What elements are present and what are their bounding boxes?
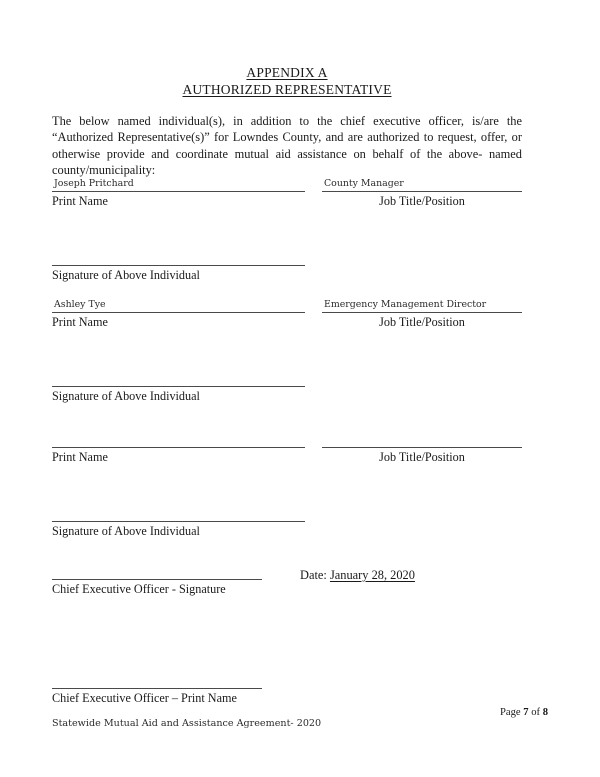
document-title	[52, 64, 522, 98]
representative-2-job-title-label: Job Title/Position	[379, 315, 465, 329]
document-content	[52, 0, 522, 191]
representative-2-job-title-value: Emergency Management Director	[324, 299, 487, 310]
representative-1-signature-field[interactable]	[52, 252, 305, 283]
representative-2-print-name-value: Ashley Tye	[54, 299, 106, 310]
ceo-print-name-label: Chief Executive Officer – Print Name	[52, 691, 237, 705]
page-total: 8	[542, 707, 548, 718]
representative-1-job-title-value: County Manager	[324, 178, 404, 189]
representative-3-signature-value	[52, 508, 305, 521]
representative-1-print-name-value: Joseph Pritchard	[54, 178, 134, 189]
title-appendix-text: APPENDIX A	[246, 65, 328, 80]
representative-1-job-title-label: Job Title/Position	[379, 194, 465, 208]
representative-1-print-name-field[interactable]	[52, 178, 305, 209]
representative-2-print-name-field[interactable]	[52, 299, 305, 330]
representative-1-signature-value	[52, 252, 305, 265]
footer-agreement-note: Statewide Mutual Aid and Assistance Agreement- 2020	[52, 718, 322, 729]
representative-block-2	[52, 299, 522, 403]
footer-page-number	[500, 706, 548, 719]
representative-3-job-title-label: Job Title/Position	[379, 450, 465, 464]
representative-3-print-name-label: Print Name	[52, 450, 108, 464]
representative-3-job-title-field[interactable]	[322, 434, 522, 465]
date-field[interactable]	[300, 567, 415, 583]
title-line-authorized-representative	[52, 81, 522, 98]
representative-block-3	[52, 434, 522, 538]
ceo-print-name-field[interactable]	[52, 675, 262, 706]
representative-2-signature-label: Signature of Above Individual	[52, 389, 200, 403]
representative-2-name-title-row	[52, 299, 522, 335]
page-word: Page	[500, 707, 521, 718]
ceo-signature-field[interactable]	[52, 566, 262, 597]
ceo-signature-label: Chief Executive Officer - Signature	[52, 582, 226, 596]
page-of-word: of	[531, 707, 541, 718]
intro-paragraph: The below named individual(s), in addition to the chief executive officer, is/are the “Authorized Representative(s)” for Lowndes County, and are authorized to request, offer, or otherwise provide and coordinate mutual aid assistance on behalf of the above- named county/municipality:	[52, 114, 522, 178]
ceo-signature-value	[52, 566, 262, 579]
representative-2-signature-field[interactable]	[52, 373, 305, 404]
representative-3-print-name-field[interactable]	[52, 434, 305, 465]
date-label: Date:	[300, 568, 327, 582]
representative-3-signature-label: Signature of Above Individual	[52, 524, 200, 538]
representative-3-name-title-row	[52, 434, 522, 470]
representative-1-print-name-label: Print Name	[52, 194, 108, 208]
representative-block-1	[52, 178, 522, 282]
date-value: January 28, 2020	[329, 568, 415, 582]
representative-1-name-title-row	[52, 178, 522, 214]
representative-1-signature-label: Signature of Above Individual	[52, 268, 200, 282]
title-authorized-representative-text: AUTHORIZED REPRESENTATIVE	[182, 82, 392, 97]
representative-3-signature-field[interactable]	[52, 508, 305, 539]
representative-3-job-title-value	[322, 434, 522, 447]
representative-1-job-title-field[interactable]	[322, 178, 522, 209]
representative-2-print-name-label: Print Name	[52, 315, 108, 329]
representative-2-signature-value	[52, 373, 305, 386]
ceo-print-name-value	[52, 675, 262, 688]
page-current: 7	[523, 707, 529, 718]
representative-3-print-name-value	[52, 434, 305, 447]
title-line-appendix	[52, 64, 522, 81]
representative-2-job-title-field[interactable]	[322, 299, 522, 330]
